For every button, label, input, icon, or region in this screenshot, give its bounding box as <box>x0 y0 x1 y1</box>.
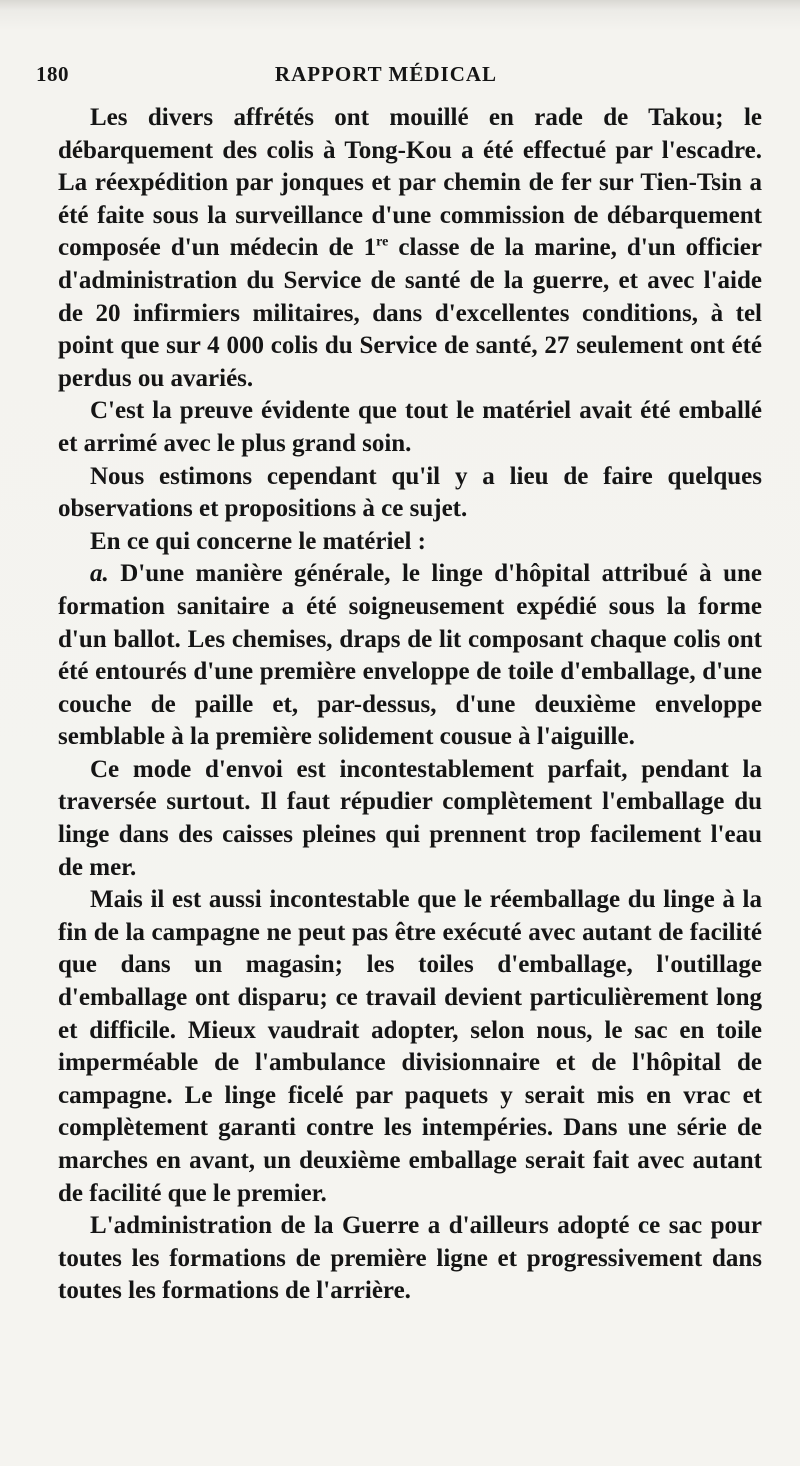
paragraph-1 <box>58 102 762 395</box>
paragraph-3: Nous estimons cependant qu'il y a lieu de faire quelques observations et propositions à ce sujet. <box>58 462 762 523</box>
running-head: RAPPORT MÉDICAL <box>274 62 498 86</box>
paragraph-5-text: D'une manière générale, le linge d'hôpital attribué à une formation sanitaire a été soigneusement expédié sous la forme d'un ballot. Les chemises, draps de lit composant chaque colis ont été entourés d'une première enveloppe de toile d'emballage, d'une couche de paille et, par-dessus, d'une deuxième enveloppe semblable à la première solidement cousue à l'aiguille. <box>58 560 762 751</box>
paragraph-6: Ce mode d'envoi est incontestablement parfait, pendant la traversée surtout. Il faut répudier complètement l'emballage du linge dans des caisses pleines qui prennent trop facilement l'eau de mer. <box>58 755 762 881</box>
paragraph-1-text: Les divers affrétés ont mouillé en rade de Takou; le débarquement des colis à Tong-Kou a été effectué par l'escadre. La réexpédition par jonques et par chemin de fer sur Tien-Tsin a été faite sous la surveillance d'une commission de débarquement composée d'un médecin de 1 <box>58 104 762 262</box>
paragraph-4: En ce qui concerne le matériel : <box>90 527 427 555</box>
paragraph-2: C'est la preuve évidente que tout le matériel avait été emballé et arrimé avec le plus grand soin. <box>58 397 762 457</box>
paragraph-8: L'administration de la Guerre a d'ailleurs adopté ce sac pour toutes les formations de première ligne et progressivement dans toutes les formations de l'arrière. <box>58 1212 762 1305</box>
paragraph-5 <box>58 558 762 754</box>
list-marker: a. <box>90 560 109 588</box>
page-number: 180 <box>36 62 69 86</box>
paragraph-7: Mais il est aussi incontestable que le réemballage du linge à la fin de la campagne ne peut pas être exécuté avec autant de facilité que dans un magasin; les toiles d'emballage, l'outillage d'emballage ont disparu; ce travail devient particulièrement long et difficile. Mieux vaudrait adopter, selon nous, le sac en toile imperméable de l'ambulance divisionnaire et de l'hôpital de campagne. Le linge ficelé par paquets y serait mis en vrac et complètement garanti contre les intempéries. Dans une série de marches en avant, un deuxième emballage serait fait avec autant de facilité que le premier. <box>58 886 762 1207</box>
paragraph-1-text-cont: classe de la marine, d'un officier d'administration du Service de santé de la guerre, et avec l'aide de 20 infirmiers militaires, dans d'excellentes conditions, à tel point que sur 4 000 colis du Service de santé, 27 seulement ont été perdus ou avariés. <box>58 234 762 392</box>
body-text <box>58 102 762 1308</box>
superscript-re: re <box>376 235 389 251</box>
page-header <box>36 62 736 96</box>
